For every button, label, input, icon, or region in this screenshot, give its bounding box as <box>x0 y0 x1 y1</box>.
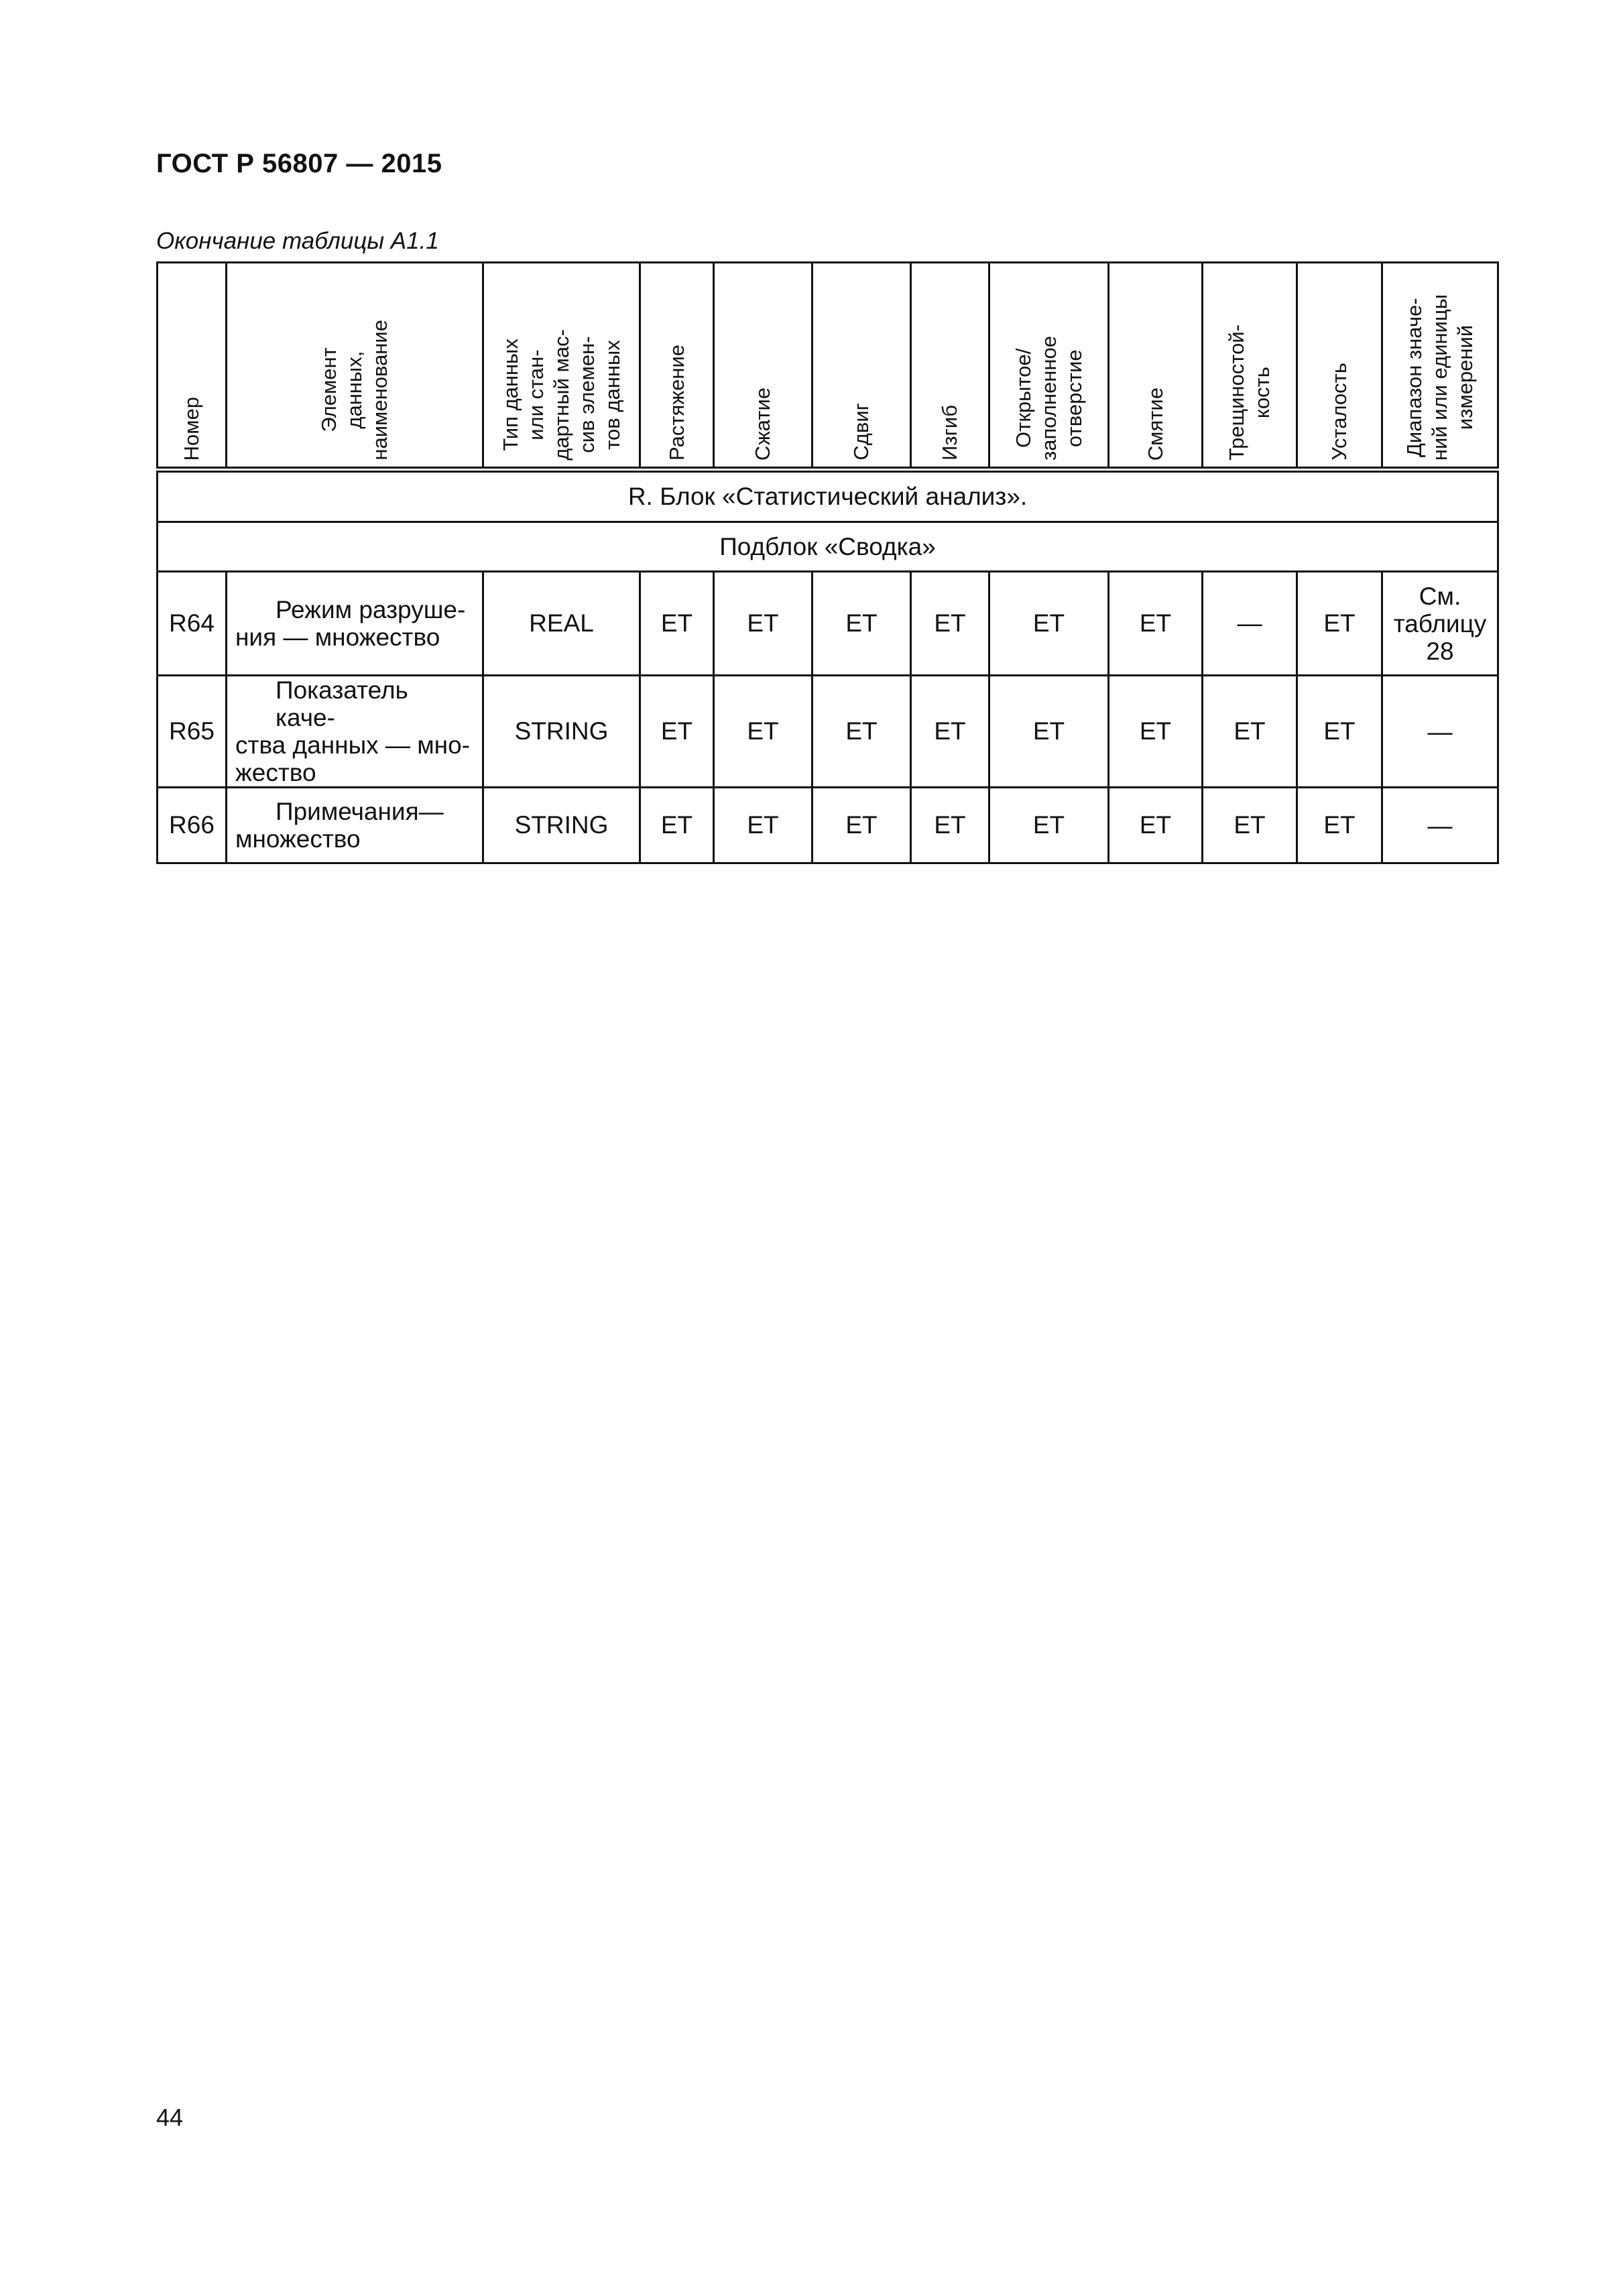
column-header-bearing: Смятие <box>1109 263 1203 470</box>
column-header-value-range: Диапазон значе- ний или единицы измерений <box>1382 263 1498 470</box>
page-number: 44 <box>156 2104 184 2131</box>
compression-cell: ЕТ <box>714 788 813 863</box>
data-type: STRING <box>483 788 640 863</box>
element-name-line: Показатель каче- <box>276 676 408 731</box>
fracture-toughness-cell: ЕТ <box>1203 676 1297 788</box>
bearing-cell: ЕТ <box>1109 676 1203 788</box>
bending-cell: ЕТ <box>911 788 989 863</box>
fatigue-cell: ЕТ <box>1297 788 1382 863</box>
table-header-row <box>158 263 1498 470</box>
bending-cell: ЕТ <box>911 572 989 676</box>
tension-cell: ЕТ <box>640 572 714 676</box>
shear-cell: ЕТ <box>813 676 911 788</box>
table-row <box>158 788 1498 863</box>
element-name-line: Режим разруше- <box>276 596 466 623</box>
data-type: REAL <box>483 572 640 676</box>
value-range-cell: — <box>1382 676 1498 788</box>
row-number: R64 <box>158 572 227 676</box>
shear-cell: ЕТ <box>813 572 911 676</box>
column-header-fatigue: Усталость <box>1297 263 1382 470</box>
block-title: R. Блок «Статистический анализ». <box>158 470 1498 522</box>
element-name-line: Примечания— <box>276 798 444 825</box>
tension-cell: ЕТ <box>640 676 714 788</box>
column-header-element-name: Элемент данных, наименование <box>227 263 483 470</box>
column-header-fracture-toughness: Трещиностой- кость <box>1203 263 1297 470</box>
column-header-bending: Изгиб <box>911 263 989 470</box>
open-filled-hole-cell: ЕТ <box>989 676 1109 788</box>
value-range-cell: См. таблицу 28 <box>1382 572 1498 676</box>
table-row <box>158 572 1498 676</box>
column-header-tension: Растяжение <box>640 263 714 470</box>
document-code: ГОСТ Р 56807 — 2015 <box>156 149 442 178</box>
compression-cell: ЕТ <box>714 676 813 788</box>
value-range-cell: — <box>1382 788 1498 863</box>
column-header-open-filled-hole: Открытое/ заполненное отверстие <box>989 263 1109 470</box>
data-elements-table <box>156 261 1499 864</box>
bearing-cell: ЕТ <box>1109 788 1203 863</box>
shear-cell: ЕТ <box>813 788 911 863</box>
table-caption: Окончание таблицы А1.1 <box>156 228 439 254</box>
bending-cell: ЕТ <box>911 676 989 788</box>
fatigue-cell: ЕТ <box>1297 572 1382 676</box>
subblock-title-row <box>158 522 1498 572</box>
column-header-number: Номер <box>158 263 227 470</box>
row-number: R66 <box>158 788 227 863</box>
bearing-cell: ЕТ <box>1109 572 1203 676</box>
fracture-toughness-cell: — <box>1203 572 1297 676</box>
column-header-compression: Сжатие <box>714 263 813 470</box>
fatigue-cell: ЕТ <box>1297 676 1382 788</box>
open-filled-hole-cell: ЕТ <box>989 572 1109 676</box>
row-number: R65 <box>158 676 227 788</box>
element-name-line: ства данных — мно- жество <box>235 731 471 786</box>
fracture-toughness-cell: ЕТ <box>1203 788 1297 863</box>
column-header-data-type: Тип данных или стан- дартный мас- сив элемен- тов данных <box>483 263 640 470</box>
element-name <box>227 572 483 676</box>
data-type: STRING <box>483 676 640 788</box>
block-title-row <box>158 470 1498 522</box>
element-name <box>227 676 483 788</box>
tension-cell: ЕТ <box>640 788 714 863</box>
table-row <box>158 676 1498 788</box>
open-filled-hole-cell: ЕТ <box>989 788 1109 863</box>
element-name-line: ния — множество <box>235 623 440 651</box>
subblock-title: Подблок «Сводка» <box>158 522 1498 572</box>
compression-cell: ЕТ <box>714 572 813 676</box>
column-header-shear: Сдвиг <box>813 263 911 470</box>
element-name <box>227 788 483 863</box>
element-name-line: множество <box>235 825 361 853</box>
